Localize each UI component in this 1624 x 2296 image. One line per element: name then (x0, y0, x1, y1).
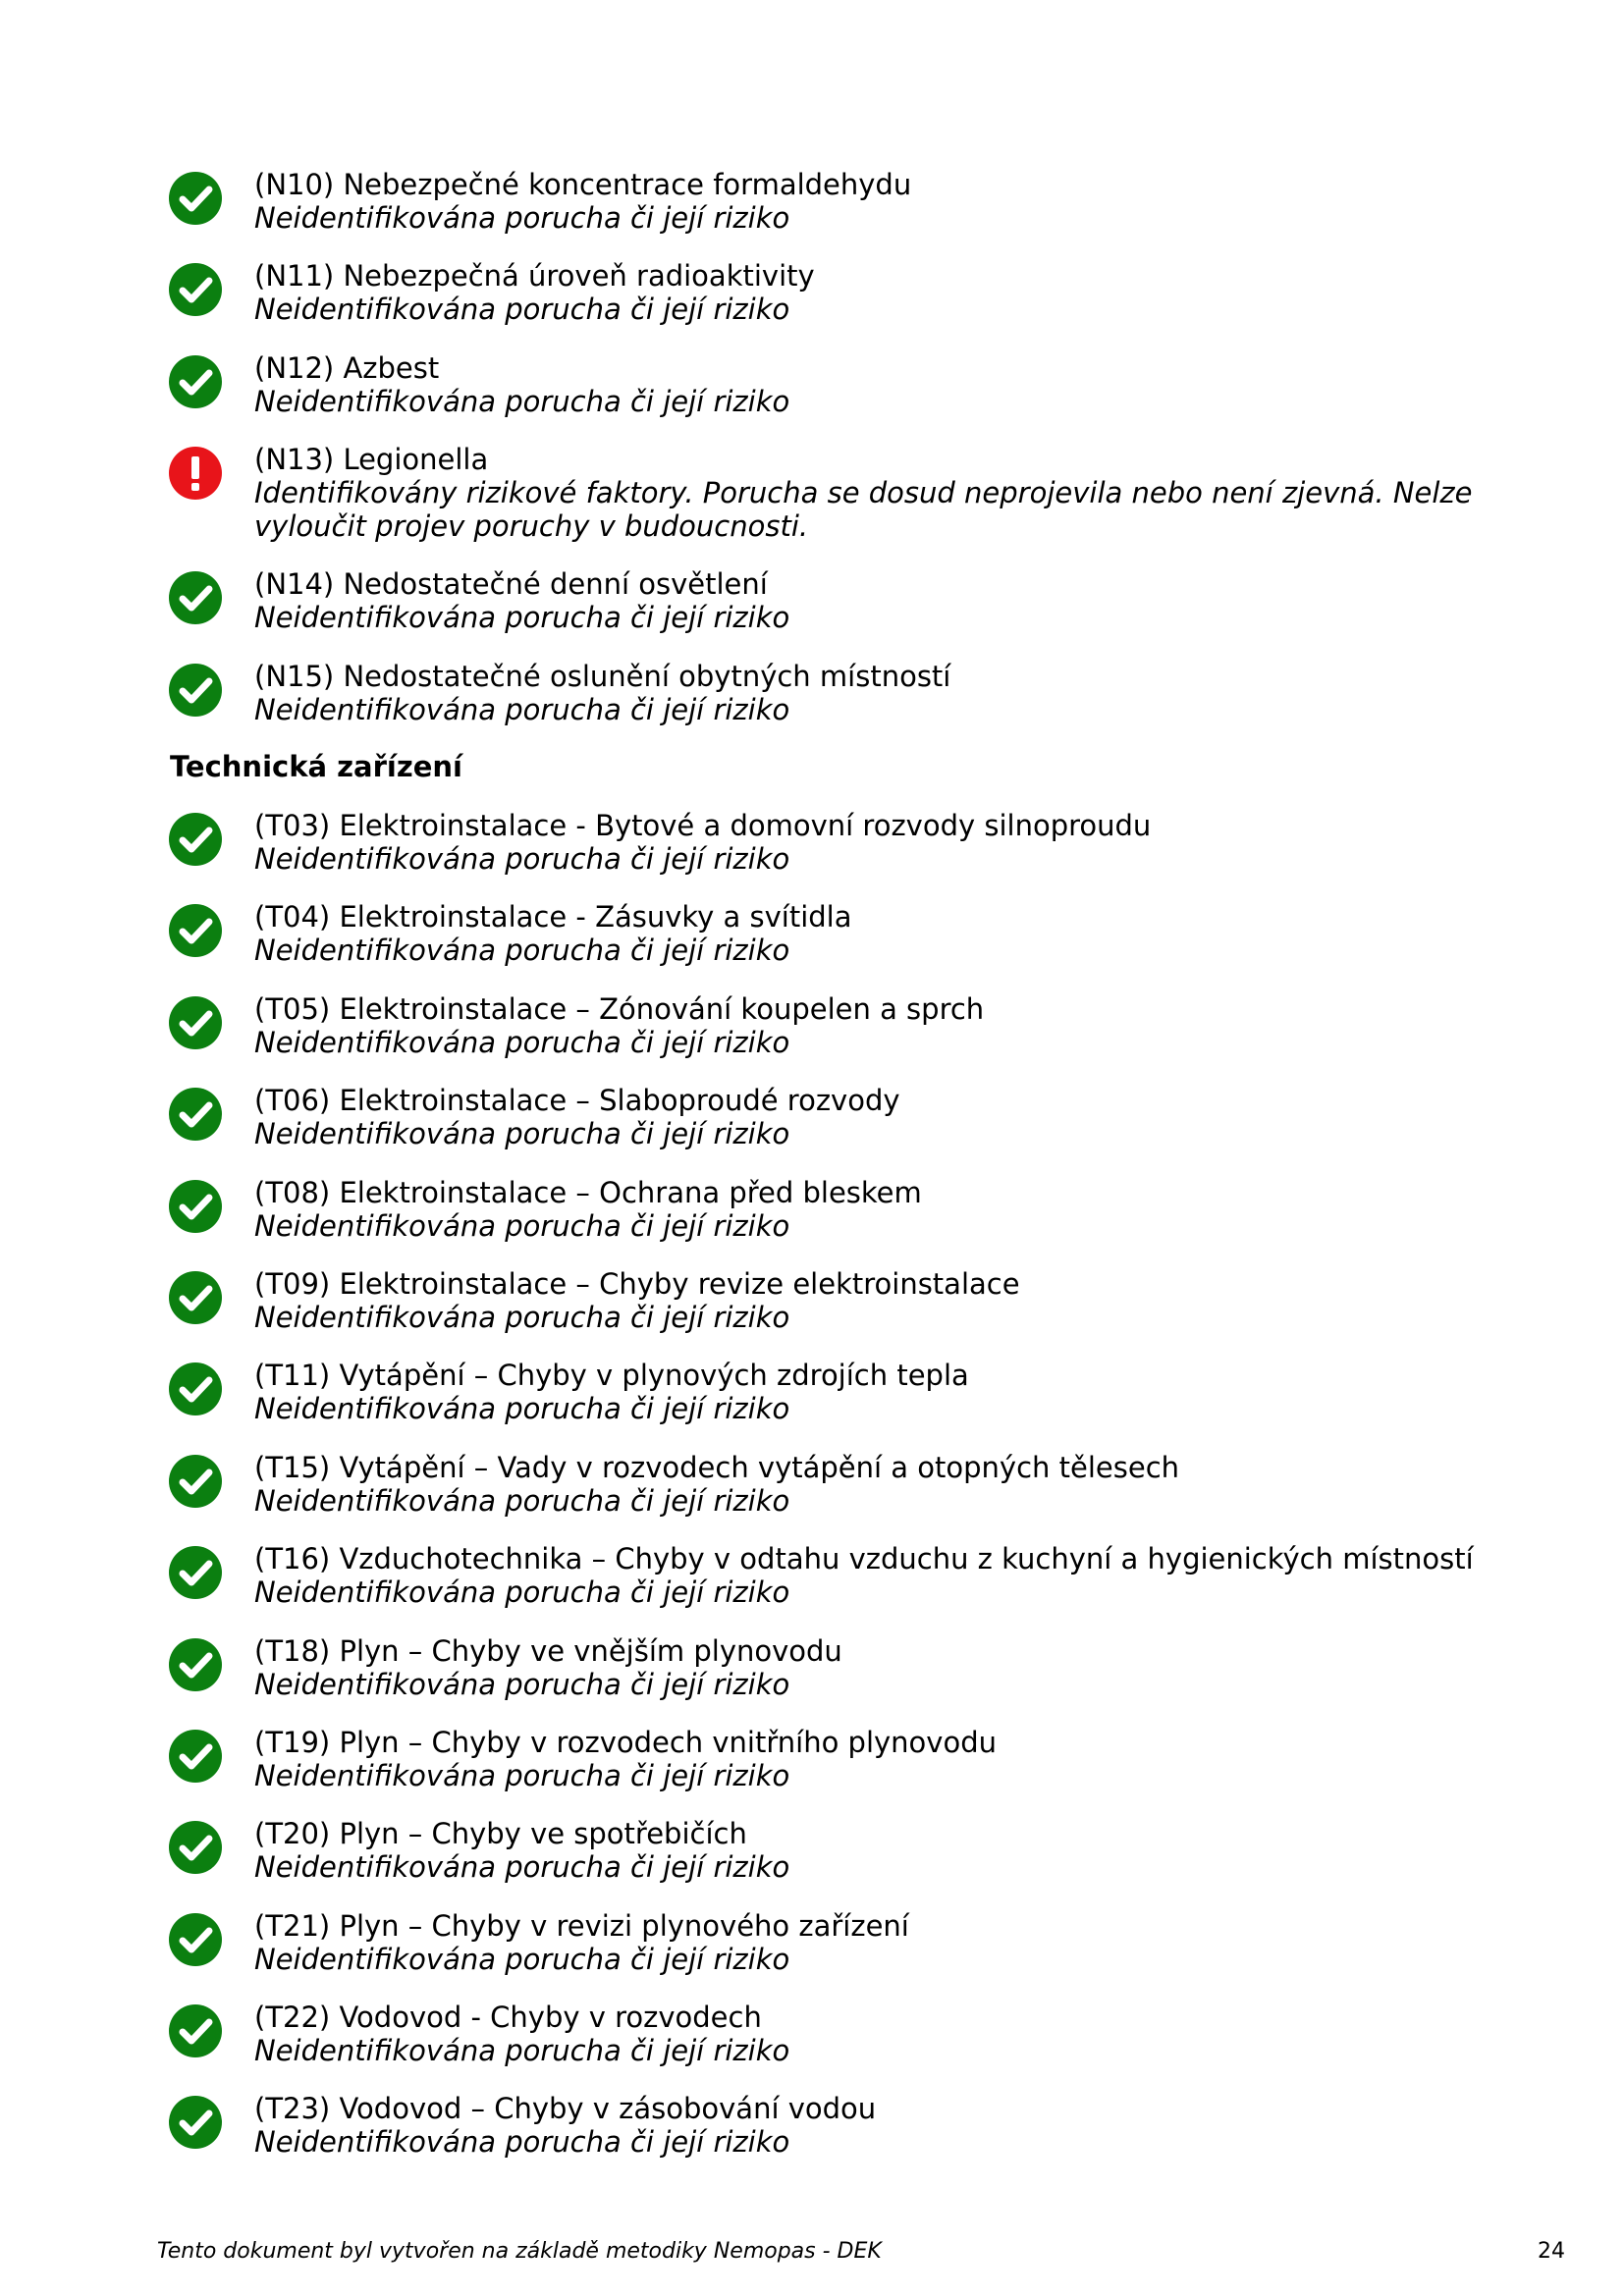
defect-status: Neidentifikována porucha či její riziko (254, 201, 790, 235)
defect-title: (T22) Vodovod - Chyby v rozvodech (254, 2001, 762, 2035)
defect-title: (N14) Nedostatečné denní osvětlení (254, 567, 768, 602)
defect-title: (N10) Nebezpečné koncentrace formaldehydu (254, 168, 912, 201)
check-circle-icon (168, 1362, 223, 1416)
defect-title: (T21) Plyn – Chyby v revizi plynového zařízení (254, 1908, 909, 1943)
defect-status: Neidentifikována porucha či její riziko (254, 384, 790, 418)
defect-title: (N13) Legionella (254, 443, 489, 477)
check-circle-icon (168, 1454, 223, 1509)
defect-text (254, 168, 1491, 235)
defect-text (254, 900, 1491, 967)
defect-status: Identifikovány rizikové faktory. Porucha se dosud neprojevila nebo není zjevná. Nelze vyloučit projev poruchy v budoucnosti. (254, 476, 1473, 544)
defect-text (254, 1176, 1491, 1243)
defect-text (254, 443, 1491, 543)
defect-text (254, 1542, 1491, 1609)
defect-title: (N12) Azbest (254, 350, 440, 385)
defect-status: Neidentifikována porucha či její riziko (254, 1942, 790, 1976)
defect-title: (T04) Elektroinstalace - Zásuvky a svítidla (254, 900, 852, 934)
check-circle-icon (168, 2003, 223, 2058)
check-circle-icon (168, 1087, 223, 1142)
defect-text (254, 1084, 1491, 1150)
defect-status: Neidentifikována porucha či její riziko (254, 692, 790, 726)
defect-text (254, 2001, 1491, 2067)
defect-status: Neidentifikována porucha či její riziko (254, 601, 790, 635)
defect-status: Neidentifikována porucha či její riziko (254, 2034, 790, 2068)
defect-text (254, 2092, 1491, 2159)
defect-text (254, 1267, 1491, 1334)
defect-title: (T08) Elektroinstalace – Ochrana před bleskem (254, 1175, 922, 1209)
defect-status: Neidentifikována porucha či její riziko (254, 842, 790, 876)
defect-title: (N11) Nebezpečná úroveň radioaktivity (254, 259, 815, 294)
check-circle-icon (168, 812, 223, 867)
defect-status: Neidentifikována porucha či její riziko (254, 1575, 790, 1610)
defect-status: Neidentifikována porucha či její riziko (254, 1208, 790, 1243)
check-circle-icon (168, 2095, 223, 2150)
defect-text (254, 809, 1491, 876)
defect-text (254, 567, 1491, 634)
check-circle-icon (168, 1729, 223, 1784)
defect-status: Neidentifikována porucha či její riziko (254, 293, 790, 327)
defect-status: Neidentifikována porucha či její riziko (254, 2125, 790, 2160)
defect-title: (T03) Elektroinstalace - Bytové a domovní rozvody silnoproudu (254, 809, 1152, 842)
defect-text (254, 660, 1491, 726)
defect-title: (T23) Vodovod – Chyby v zásobování vodou (254, 2092, 877, 2126)
defect-title: (T18) Plyn – Chyby ve vnějším plynovodu (254, 1633, 842, 1668)
defect-status: Neidentifikována porucha či její riziko (254, 1758, 790, 1792)
defect-text (254, 992, 1491, 1059)
defect-text (254, 1634, 1491, 1701)
defect-status: Neidentifikována porucha či její riziko (254, 1300, 790, 1334)
check-circle-icon (168, 1270, 223, 1325)
defect-title: (T06) Elektroinstalace – Slaboproudé rozvody (254, 1084, 900, 1118)
defect-title: (T05) Elektroinstalace – Zónování koupelen a sprch (254, 991, 985, 1026)
defect-text (254, 1817, 1491, 1884)
check-circle-icon (168, 1912, 223, 1967)
defect-status: Neidentifikována porucha či její riziko (254, 1850, 790, 1885)
check-circle-icon (168, 1820, 223, 1875)
defect-text (254, 1359, 1491, 1425)
defect-title: (T09) Elektroinstalace – Chyby revize elektroinstalace (254, 1266, 1020, 1301)
check-circle-icon (168, 171, 223, 226)
defect-text (254, 1451, 1491, 1518)
section-heading: Technická zařízení (170, 750, 462, 783)
footer-note: Tento dokument byl vytvořen na základě metodiky Nemopas - DEK (157, 2239, 882, 2264)
defect-status: Neidentifikována porucha či její riziko (254, 934, 790, 968)
defect-status: Neidentifikována porucha či její riziko (254, 1483, 790, 1518)
defect-status: Neidentifikována porucha či její riziko (254, 1392, 790, 1426)
defect-status: Neidentifikována porucha či její riziko (254, 1025, 790, 1059)
check-circle-icon (168, 354, 223, 409)
defect-title: (T15) Vytápění – Vady v rozvodech vytápění a otopných tělesech (254, 1450, 1180, 1484)
defect-text (254, 1726, 1491, 1792)
check-circle-icon (168, 663, 223, 718)
defect-title: (T11) Vytápění – Chyby v plynových zdrojích tepla (254, 1359, 969, 1393)
exclamation-circle-icon (168, 446, 223, 501)
check-circle-icon (168, 1179, 223, 1234)
defect-title: (N15) Nedostatečné oslunění obytných místností (254, 659, 951, 693)
defect-text (254, 351, 1491, 418)
check-circle-icon (168, 1545, 223, 1600)
check-circle-icon (168, 995, 223, 1050)
defect-text (254, 1909, 1491, 1976)
defect-status: Neidentifikována porucha či její riziko (254, 1667, 790, 1701)
check-circle-icon (168, 262, 223, 317)
check-circle-icon (168, 570, 223, 625)
page-number: 24 (1538, 2239, 1565, 2264)
check-circle-icon (168, 903, 223, 958)
defect-title: (T19) Plyn – Chyby v rozvodech vnitřního plynovodu (254, 1725, 997, 1759)
check-circle-icon (168, 1637, 223, 1692)
defect-title: (T16) Vzduchotechnika – Chyby v odtahu vzduchu z kuchyní a hygienických místností (254, 1542, 1474, 1576)
defect-text (254, 259, 1491, 326)
defect-status: Neidentifikována porucha či její riziko (254, 1117, 790, 1151)
defect-title: (T20) Plyn – Chyby ve spotřebičích (254, 1817, 747, 1851)
